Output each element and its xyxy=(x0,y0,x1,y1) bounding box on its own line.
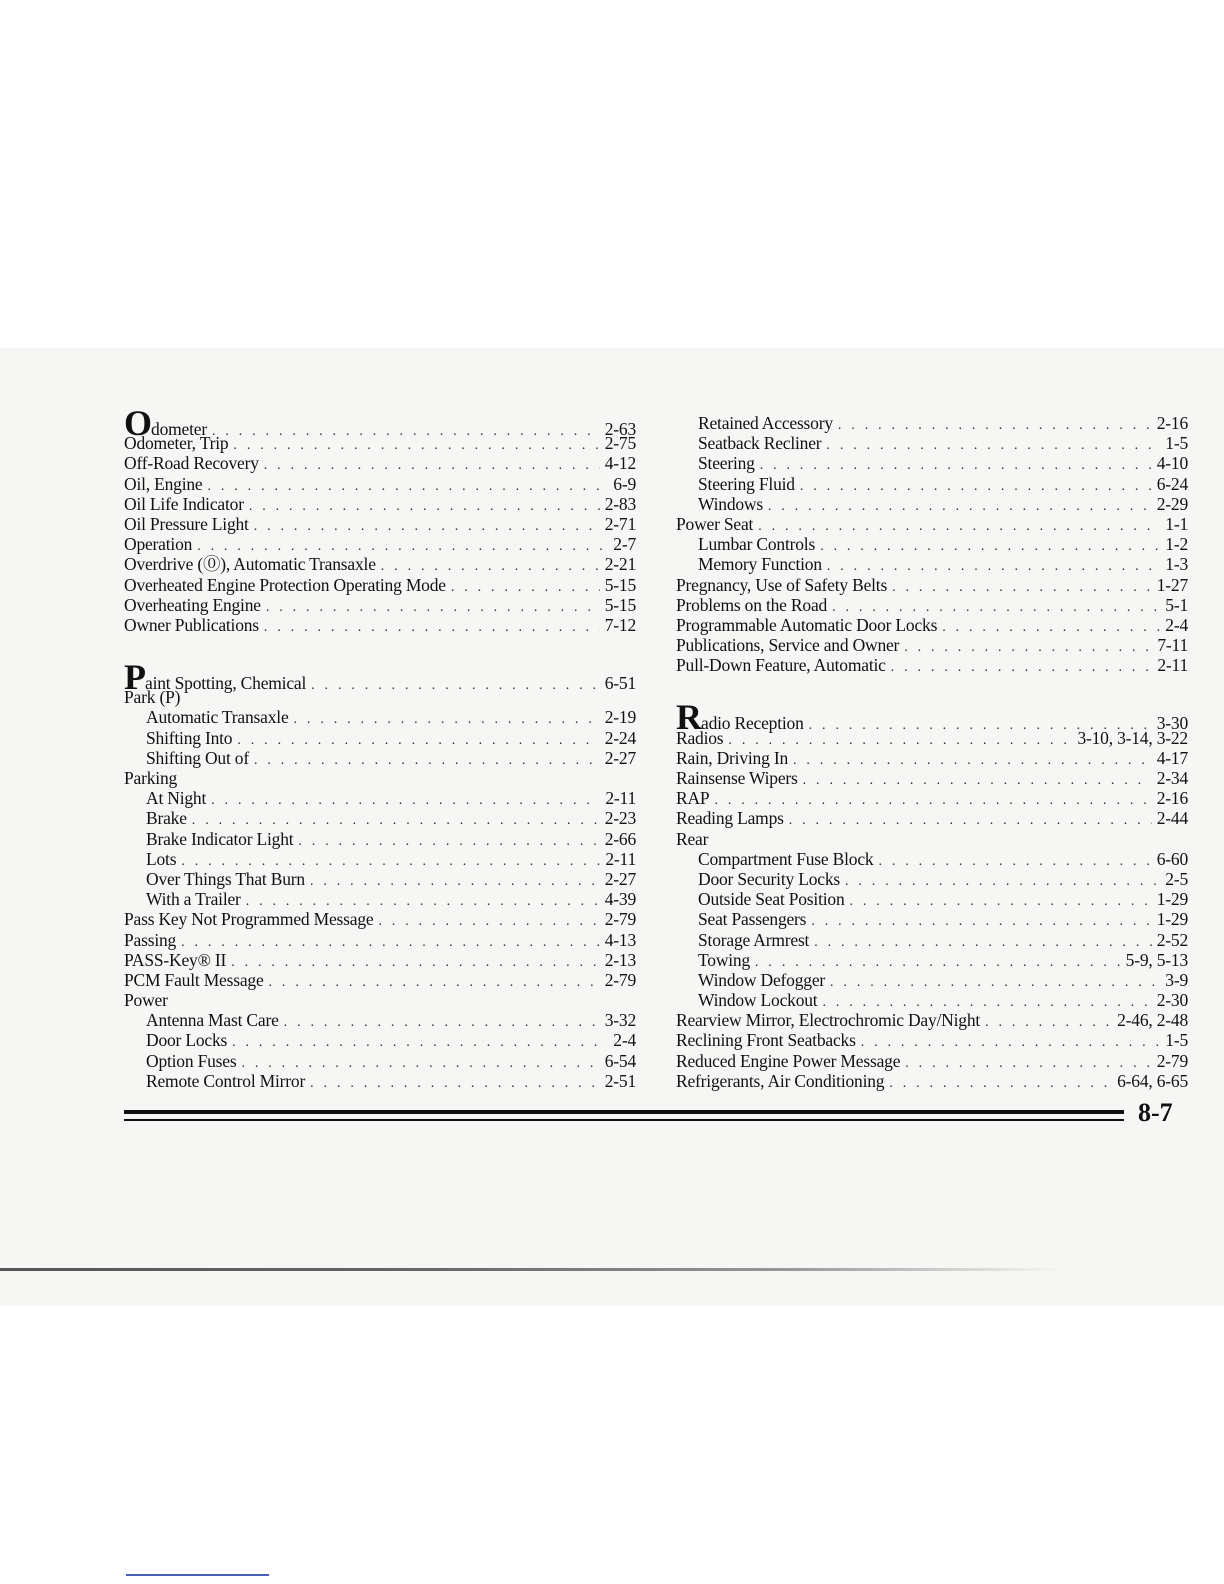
page-number: 8-7 xyxy=(1138,1098,1173,1127)
page-reference: 2-27 xyxy=(604,868,636,889)
leader-dots xyxy=(181,933,600,953)
page-reference: 2-71 xyxy=(604,513,636,534)
index-term: Compartment Fuse Block xyxy=(698,848,874,869)
leader-dots xyxy=(378,912,599,932)
index-term: Overdrive (⓪), Automatic Transaxle xyxy=(124,554,376,575)
section-letter: R xyxy=(676,697,701,738)
leader-dots xyxy=(249,497,600,517)
leader-dots xyxy=(207,477,608,497)
index-term: Pregnancy, Use of Safety Belts xyxy=(676,574,888,595)
page-reference: 1-1 xyxy=(1165,513,1188,534)
page-reference: 2-23 xyxy=(604,808,636,829)
index-term: Reduced Engine Power Message xyxy=(676,1050,901,1071)
leader-dots xyxy=(826,436,1160,456)
leader-dots xyxy=(768,497,1152,517)
index-term-text: adio Reception xyxy=(701,713,804,734)
index-term: Memory Function xyxy=(698,554,822,575)
index-subentry xyxy=(676,433,1188,453)
index-entry xyxy=(124,534,636,554)
section-gap xyxy=(676,675,1188,707)
index-entry xyxy=(124,403,636,443)
page-reference: 3-9 xyxy=(1165,969,1188,990)
index-subentry xyxy=(676,909,1188,929)
page-reference: 1-3 xyxy=(1165,554,1188,575)
index-subentry xyxy=(676,534,1188,554)
index-term: Door Locks xyxy=(146,1030,228,1051)
page-reference: 2-19 xyxy=(604,707,636,728)
leader-dots xyxy=(232,1033,608,1053)
page-reference: 3-10, 3-14, 3-22 xyxy=(1077,727,1188,748)
page-reference: 6-9 xyxy=(613,473,636,494)
leader-dots xyxy=(269,973,600,993)
index-subentry xyxy=(124,788,636,808)
page-reference: 2-11 xyxy=(1157,655,1188,676)
index-subentry xyxy=(676,474,1188,494)
index-term: Overheated Engine Protection Operating Mode xyxy=(124,574,446,595)
index-term: Window Lockout xyxy=(698,990,818,1011)
index-term: Outside Seat Position xyxy=(698,889,845,910)
page-reference: 7-11 xyxy=(1157,635,1188,656)
leader-dots xyxy=(803,771,1152,791)
index-term: Reading Lamps xyxy=(676,808,784,829)
index-term: Radios xyxy=(676,727,724,748)
index-term: Publications, Service and Owner xyxy=(676,635,900,656)
page-reference: 3-32 xyxy=(604,1010,636,1031)
leader-dots xyxy=(758,517,1160,537)
page-reference: 2-11 xyxy=(605,848,636,869)
index-entry xyxy=(124,595,636,615)
index-entry xyxy=(676,788,1188,808)
index-entry xyxy=(676,635,1188,655)
index-entry xyxy=(676,1010,1188,1030)
index-subentry xyxy=(676,554,1188,574)
index-entry xyxy=(124,970,636,990)
index-column-right xyxy=(676,413,1188,1091)
index-subentry xyxy=(676,869,1188,889)
page-reference: 2-30 xyxy=(1156,990,1188,1011)
index-term: Window Defogger xyxy=(698,969,826,990)
index-subentry xyxy=(124,707,636,727)
index-term: Shifting Into xyxy=(146,727,233,748)
page-reference: 6-64, 6-65 xyxy=(1117,1070,1188,1091)
leader-dots xyxy=(811,912,1151,932)
index-term: Passing xyxy=(124,929,177,950)
page-reference: 6-24 xyxy=(1156,473,1188,494)
index-entry xyxy=(124,494,636,514)
index-subentry xyxy=(676,950,1188,970)
index-entry xyxy=(676,514,1188,534)
index-subentry xyxy=(124,829,636,849)
index-term: RAP xyxy=(676,788,710,809)
index-subentry xyxy=(676,453,1188,473)
leader-dots xyxy=(284,1013,600,1033)
page-reference: 2-83 xyxy=(604,493,636,514)
index-entry xyxy=(124,474,636,494)
page-reference: 2-75 xyxy=(604,433,636,454)
index-subentry xyxy=(124,1030,636,1050)
page-reference: 2-79 xyxy=(1156,1050,1188,1071)
index-subentry xyxy=(676,849,1188,869)
index-term: Seat Passengers xyxy=(698,909,807,930)
index-term: Remote Control Mirror xyxy=(146,1070,306,1091)
index-entry xyxy=(124,453,636,473)
leader-dots xyxy=(793,751,1152,771)
index-term: With a Trailer xyxy=(146,889,241,910)
index-entry xyxy=(676,808,1188,828)
index-term: Pull-Down Feature, Automatic xyxy=(676,655,886,676)
leader-dots xyxy=(254,517,600,537)
leader-dots xyxy=(789,811,1152,831)
index-term: Rear xyxy=(676,828,709,849)
index-entry xyxy=(676,748,1188,768)
page-reference: 2-16 xyxy=(1156,788,1188,809)
index-entry xyxy=(124,950,636,970)
leader-dots xyxy=(891,658,1153,678)
index-subentry xyxy=(676,889,1188,909)
page-reference: 2-52 xyxy=(1156,929,1188,950)
index-term: Off-Road Recovery xyxy=(124,453,259,474)
leader-dots xyxy=(231,953,600,973)
page-reference: 1-5 xyxy=(1165,433,1188,454)
page-reference: 2-63 xyxy=(604,419,636,439)
leader-dots xyxy=(814,933,1152,953)
leader-dots xyxy=(266,598,600,618)
index-subentry xyxy=(124,1051,636,1071)
page-reference: 1-27 xyxy=(1156,574,1188,595)
page-reference: 2-24 xyxy=(604,727,636,748)
index-term-text: dometer xyxy=(151,419,207,439)
page-reference: 2-5 xyxy=(1165,868,1188,889)
index-term: Antenna Mast Care xyxy=(146,1010,279,1031)
index-term: Odometer, Trip xyxy=(124,433,229,454)
index-entry xyxy=(676,1030,1188,1050)
leader-dots xyxy=(211,791,600,811)
index-entry xyxy=(676,1051,1188,1071)
page-reference: 2-21 xyxy=(604,554,636,575)
index-entry xyxy=(124,909,636,929)
bottom-link-underline[interactable] xyxy=(126,1574,269,1576)
index-term: Oil Life Indicator xyxy=(124,493,244,514)
index-entry xyxy=(676,728,1188,748)
index-term: Oil, Engine xyxy=(124,473,203,494)
index-subentry xyxy=(124,889,636,909)
leader-dots xyxy=(838,416,1152,436)
index-subentry xyxy=(676,494,1188,514)
index-entry xyxy=(676,768,1188,788)
index-term: Automatic Transaxle xyxy=(146,707,289,728)
index-subentry xyxy=(676,990,1188,1010)
index-entry xyxy=(124,433,636,453)
page-reference: 2-29 xyxy=(1156,493,1188,514)
index-column-left xyxy=(124,403,636,1091)
index-term: Rain, Driving In xyxy=(676,747,788,768)
leader-dots xyxy=(830,973,1160,993)
index-entry xyxy=(124,990,636,1010)
page-reference: 2-44 xyxy=(1156,808,1188,829)
index-term: PASS-Key® II xyxy=(124,949,227,970)
index-entry xyxy=(124,514,636,534)
leader-dots xyxy=(889,1074,1112,1094)
page-reference: 1-29 xyxy=(1156,889,1188,910)
index-term: Power xyxy=(124,990,168,1011)
section-letter: O xyxy=(124,403,152,443)
leader-dots xyxy=(310,872,600,892)
index-entry xyxy=(124,615,636,635)
leader-dots xyxy=(905,1054,1151,1074)
index-subentry xyxy=(124,849,636,869)
index-term: Problems on the Road xyxy=(676,594,828,615)
index-term: Steering Fluid xyxy=(698,473,795,494)
page-reference: 2-11 xyxy=(605,788,636,809)
page-reference: 2-16 xyxy=(1156,413,1188,433)
leader-dots xyxy=(310,1074,600,1094)
index-term: Power Seat xyxy=(676,513,754,534)
index-entry xyxy=(676,1071,1188,1091)
page-reference: 6-51 xyxy=(604,673,636,694)
leader-dots xyxy=(861,1033,1161,1053)
index-term: Windows xyxy=(698,493,763,514)
index-entry xyxy=(676,595,1188,615)
leader-dots xyxy=(904,638,1152,658)
index-subentry xyxy=(124,1071,636,1091)
page-reference: 2-4 xyxy=(1165,614,1188,635)
section-letter: P xyxy=(124,657,145,698)
page-reference: 4-13 xyxy=(604,929,636,950)
index-subentry xyxy=(124,1010,636,1030)
page-reference: 6-60 xyxy=(1156,848,1188,869)
leader-dots xyxy=(233,436,599,456)
index-entry xyxy=(124,554,636,574)
index-term: Lots xyxy=(146,848,177,869)
leader-dots xyxy=(800,477,1152,497)
index-term: PCM Fault Message xyxy=(124,969,264,990)
page-reference: 2-27 xyxy=(604,747,636,768)
index-term: Retained Accessory xyxy=(698,413,833,433)
index-subentry xyxy=(124,808,636,828)
page-reference: 2-51 xyxy=(604,1070,636,1091)
index-term: At Night xyxy=(146,788,207,809)
index-term: Door Security Locks xyxy=(698,868,841,889)
leader-dots xyxy=(985,1013,1112,1033)
page-reference: 5-15 xyxy=(604,574,636,595)
page-reference: 7-12 xyxy=(604,614,636,635)
leader-dots xyxy=(451,578,600,598)
page-reference: 2-46, 2-48 xyxy=(1117,1010,1188,1031)
index-term: Pass Key Not Programmed Message xyxy=(124,909,374,930)
section-gap xyxy=(124,635,636,667)
page-reference: 2-7 xyxy=(613,534,636,555)
index-term: Owner Publications xyxy=(124,614,259,635)
index-term: Oil Pressure Light xyxy=(124,513,249,534)
index-term: Option Fuses xyxy=(146,1050,237,1071)
index-term: Steering xyxy=(698,453,755,474)
index-term: Programmable Automatic Door Locks xyxy=(676,614,938,635)
page-reference: 4-12 xyxy=(604,453,636,474)
leader-dots xyxy=(298,832,599,852)
leader-dots xyxy=(311,676,600,696)
index-term: Overheating Engine xyxy=(124,594,261,615)
leader-dots xyxy=(264,456,600,476)
index-entry xyxy=(124,930,636,950)
page-reference: 3-30 xyxy=(1156,713,1188,734)
page-reference: 2-79 xyxy=(604,909,636,930)
index-term: Reclining Front Seatbacks xyxy=(676,1030,856,1051)
page-reference: 5-9, 5-13 xyxy=(1125,949,1188,970)
leader-dots xyxy=(820,537,1160,557)
leader-dots xyxy=(294,710,600,730)
index-term: Seatback Recliner xyxy=(698,433,822,454)
leader-dots xyxy=(942,618,1160,638)
page-reference: 5-1 xyxy=(1165,594,1188,615)
page-reference: 1-29 xyxy=(1156,909,1188,930)
page-reference: 2-4 xyxy=(613,1030,636,1051)
index-term: Brake xyxy=(146,808,187,829)
index-subentry xyxy=(676,413,1188,433)
page-reference: 5-15 xyxy=(604,594,636,615)
index-subentry xyxy=(124,728,636,748)
index-subentry xyxy=(676,930,1188,950)
index-term: Operation xyxy=(124,534,193,555)
page-reference: 6-54 xyxy=(604,1050,636,1071)
leader-dots xyxy=(878,852,1151,872)
index-entry xyxy=(676,829,1188,849)
page-reference: 2-34 xyxy=(1156,768,1188,788)
index-term: Parking xyxy=(124,768,178,788)
index-subentry xyxy=(124,869,636,889)
index-term: Brake Indicator Light xyxy=(146,828,294,849)
index-term-text: aint Spotting, Chemical xyxy=(145,673,307,694)
index-entry xyxy=(124,575,636,595)
leader-dots xyxy=(254,751,600,771)
page-reference: 4-17 xyxy=(1156,747,1188,768)
page-reference: 1-5 xyxy=(1165,1030,1188,1051)
page-reference: 1-2 xyxy=(1165,534,1188,555)
scan-edge-line xyxy=(0,1268,1060,1271)
leader-dots xyxy=(237,731,599,751)
index-subentry xyxy=(676,970,1188,990)
leader-dots xyxy=(760,456,1152,476)
index-term: Towing xyxy=(698,949,751,970)
index-term: Park (P) xyxy=(124,687,181,708)
index-term: Lumbar Controls xyxy=(698,534,816,555)
page-reference: 4-10 xyxy=(1156,453,1188,474)
index-entry xyxy=(676,615,1188,635)
page-reference: 4-39 xyxy=(604,889,636,910)
index-term: Shifting Out of xyxy=(146,747,249,768)
index-entry xyxy=(676,575,1188,595)
index-term: Rainsense Wipers xyxy=(676,768,798,788)
index-entry xyxy=(676,655,1188,675)
leader-dots xyxy=(892,578,1152,598)
page-reference: 2-66 xyxy=(604,828,636,849)
page-reference: 2-13 xyxy=(604,949,636,970)
leader-dots xyxy=(850,892,1152,912)
page-reference: 2-79 xyxy=(604,969,636,990)
index-term: Over Things That Burn xyxy=(146,868,305,889)
index-entry xyxy=(124,768,636,788)
index-term: Storage Armrest xyxy=(698,929,810,950)
leader-dots xyxy=(264,618,600,638)
index-term: Refrigerants, Air Conditioning xyxy=(676,1070,885,1091)
leader-dots xyxy=(845,872,1160,892)
index-term: Rearview Mirror, Electrochromic Day/Night xyxy=(676,1010,981,1031)
index-subentry xyxy=(124,748,636,768)
footer-rule xyxy=(124,1110,1124,1122)
